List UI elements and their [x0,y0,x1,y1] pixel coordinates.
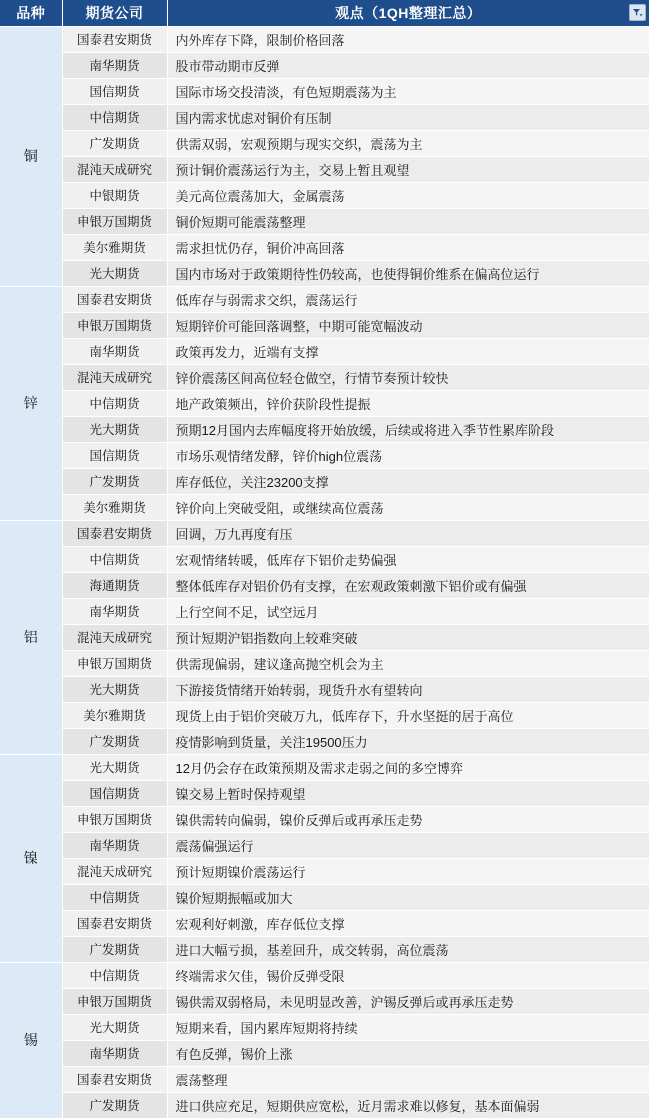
company-cell: 广发期货 [62,130,167,156]
table-row [0,1014,649,1040]
view-cell: 下游接货情绪开始转弱，现货升水有望转向 [167,676,649,702]
view-cell: 铜价短期可能震荡整理 [167,208,649,234]
company-cell: 海通期货 [62,572,167,598]
company-cell: 广发期货 [62,1092,167,1118]
view-cell: 预计短期沪铝指数向上较难突破 [167,624,649,650]
table-row [0,1092,649,1118]
view-cell: 国际市场交投清淡，有色短期震荡为主 [167,78,649,104]
table-row [0,104,649,130]
table-row [0,936,649,962]
table-row [0,520,649,546]
view-cell: 进口大幅亏损，基差回升，成交转弱，高位震荡 [167,936,649,962]
view-cell: 短期锌价可能回落调整，中期可能宽幅波动 [167,312,649,338]
view-cell: 有色反弹，锡价上涨 [167,1040,649,1066]
table-row [0,182,649,208]
variety-cell: 铝 [0,520,62,754]
view-cell: 美元高位震荡加大，金属震荡 [167,182,649,208]
company-cell: 申银万国期货 [62,988,167,1014]
view-cell: 内外库存下降，限制价格回落 [167,26,649,52]
table-row [0,624,649,650]
company-cell: 国泰君安期货 [62,520,167,546]
table-row [0,156,649,182]
table-row [0,26,649,52]
table-row [0,572,649,598]
company-cell: 国泰君安期货 [62,286,167,312]
view-cell: 供需现偏弱，建议逢高抛空机会为主 [167,650,649,676]
view-cell: 供需双弱，宏观预期与现实交织，震荡为主 [167,130,649,156]
company-cell: 中信期货 [62,884,167,910]
filter-icon[interactable] [629,4,646,21]
view-cell: 股市带动期市反弹 [167,52,649,78]
table-row [0,676,649,702]
view-cell: 国内需求忧虑对铜价有压制 [167,104,649,130]
company-cell: 南华期货 [62,338,167,364]
company-cell: 申银万国期货 [62,806,167,832]
table-row [0,962,649,988]
variety-cell: 锌 [0,286,62,520]
table-row [0,130,649,156]
company-cell: 光大期货 [62,1014,167,1040]
table-row [0,910,649,936]
view-cell: 国内市场对于政策期待性仍较高，也使得铜价维系在偏高位运行 [167,260,649,286]
column-header-company: 期货公司 [62,0,167,26]
view-cell: 政策再发力，近端有支撑 [167,338,649,364]
table-row [0,286,649,312]
company-cell: 中信期货 [62,104,167,130]
table-row [0,832,649,858]
view-cell: 镍交易上暂时保持观望 [167,780,649,806]
table-row [0,988,649,1014]
table-row [0,338,649,364]
variety-cell: 锡 [0,962,62,1118]
view-cell: 镍价短期振幅或加大 [167,884,649,910]
company-cell: 南华期货 [62,52,167,78]
company-cell: 国信期货 [62,780,167,806]
view-cell: 锌价向上突破受阻，或继续高位震荡 [167,494,649,520]
variety-cell: 铜 [0,26,62,286]
company-cell: 国信期货 [62,442,167,468]
view-cell: 锡供需双弱格局，未见明显改善，沪锡反弹后或再承压走势 [167,988,649,1014]
view-cell: 预计铜价震荡运行为主，交易上暂且观望 [167,156,649,182]
view-cell: 库存低位，关注23200支撑 [167,468,649,494]
company-cell: 美尔雅期货 [62,494,167,520]
company-cell: 中银期货 [62,182,167,208]
company-cell: 美尔雅期货 [62,234,167,260]
view-cell: 镍供需转向偏弱，镍价反弹后或再承压走势 [167,806,649,832]
table-row [0,1066,649,1092]
company-cell: 广发期货 [62,936,167,962]
table-row [0,780,649,806]
column-header-view [167,0,649,26]
company-cell: 中信期货 [62,546,167,572]
view-cell: 12月仍会存在政策预期及需求走弱之间的多空博弈 [167,754,649,780]
view-cell: 进口供应充足，短期供应宽松，近月需求难以修复，基本面偏弱 [167,1092,649,1118]
table-row [0,494,649,520]
company-cell: 申银万国期货 [62,312,167,338]
view-cell: 宏观利好刺激，库存低位支撑 [167,910,649,936]
company-cell: 混沌天成研究 [62,364,167,390]
company-cell: 广发期货 [62,468,167,494]
table-row [0,598,649,624]
company-cell: 申银万国期货 [62,208,167,234]
view-cell: 低库存与弱需求交织，震荡运行 [167,286,649,312]
company-cell: 南华期货 [62,1040,167,1066]
table-row [0,390,649,416]
company-cell: 国泰君安期货 [62,1066,167,1092]
view-cell: 震荡偏强运行 [167,832,649,858]
company-cell: 混沌天成研究 [62,858,167,884]
table-row [0,364,649,390]
table-row [0,208,649,234]
table-header [0,0,649,26]
table-row [0,234,649,260]
view-cell: 短期来看，国内累库短期将持续 [167,1014,649,1040]
view-cell: 预期12月国内去库幅度将开始放缓，后续或将进入季节性累库阶段 [167,416,649,442]
view-cell: 宏观情绪转暖，低库存下铝价走势偏强 [167,546,649,572]
table-row [0,728,649,754]
company-cell: 南华期货 [62,598,167,624]
company-cell: 中信期货 [62,390,167,416]
table-row [0,702,649,728]
company-cell: 中信期货 [62,962,167,988]
view-cell: 预计短期镍价震荡运行 [167,858,649,884]
column-header-variety: 品种 [0,0,62,26]
view-cell: 地产政策频出，锌价获阶段性提振 [167,390,649,416]
view-cell: 市场乐观情绪发酵，锌价high位震荡 [167,442,649,468]
company-cell: 广发期货 [62,728,167,754]
company-cell: 光大期货 [62,676,167,702]
company-cell: 光大期货 [62,260,167,286]
table-row [0,546,649,572]
table-row [0,650,649,676]
view-cell: 整体低库存对铝价仍有支撑，在宏观政策刺激下铝价或有偏强 [167,572,649,598]
company-cell: 光大期货 [62,416,167,442]
company-cell: 申银万国期货 [62,650,167,676]
table-row [0,754,649,780]
table-row [0,416,649,442]
company-cell: 混沌天成研究 [62,156,167,182]
table-row [0,468,649,494]
table-row [0,260,649,286]
column-header-view-label: 观点（1QH整理汇总） [335,4,482,21]
view-cell: 锌价震荡区间高位轻仓做空，行情节奏预计较快 [167,364,649,390]
view-cell: 回调，万九再度有压 [167,520,649,546]
table-row [0,312,649,338]
table-row [0,442,649,468]
view-cell: 疫情影响到货量，关注19500压力 [167,728,649,754]
company-cell: 光大期货 [62,754,167,780]
company-cell: 混沌天成研究 [62,624,167,650]
table-body [0,26,649,1118]
company-cell: 国泰君安期货 [62,26,167,52]
company-cell: 南华期货 [62,832,167,858]
company-cell: 国泰君安期货 [62,910,167,936]
table-row [0,1040,649,1066]
company-cell: 美尔雅期货 [62,702,167,728]
view-cell: 现货上由于铝价突破万九，低库存下，升水坚挺的居于高位 [167,702,649,728]
view-cell: 上行空间不足，试空远月 [167,598,649,624]
view-cell: 需求担忧仍存，铜价冲高回落 [167,234,649,260]
view-cell: 震荡整理 [167,1066,649,1092]
table-row [0,52,649,78]
company-cell: 国信期货 [62,78,167,104]
table-row [0,858,649,884]
table-header-row [0,0,649,26]
table-row [0,78,649,104]
table-row [0,806,649,832]
variety-cell: 镍 [0,754,62,962]
table-row [0,884,649,910]
view-cell: 终端需求欠佳，锡价反弹受限 [167,962,649,988]
